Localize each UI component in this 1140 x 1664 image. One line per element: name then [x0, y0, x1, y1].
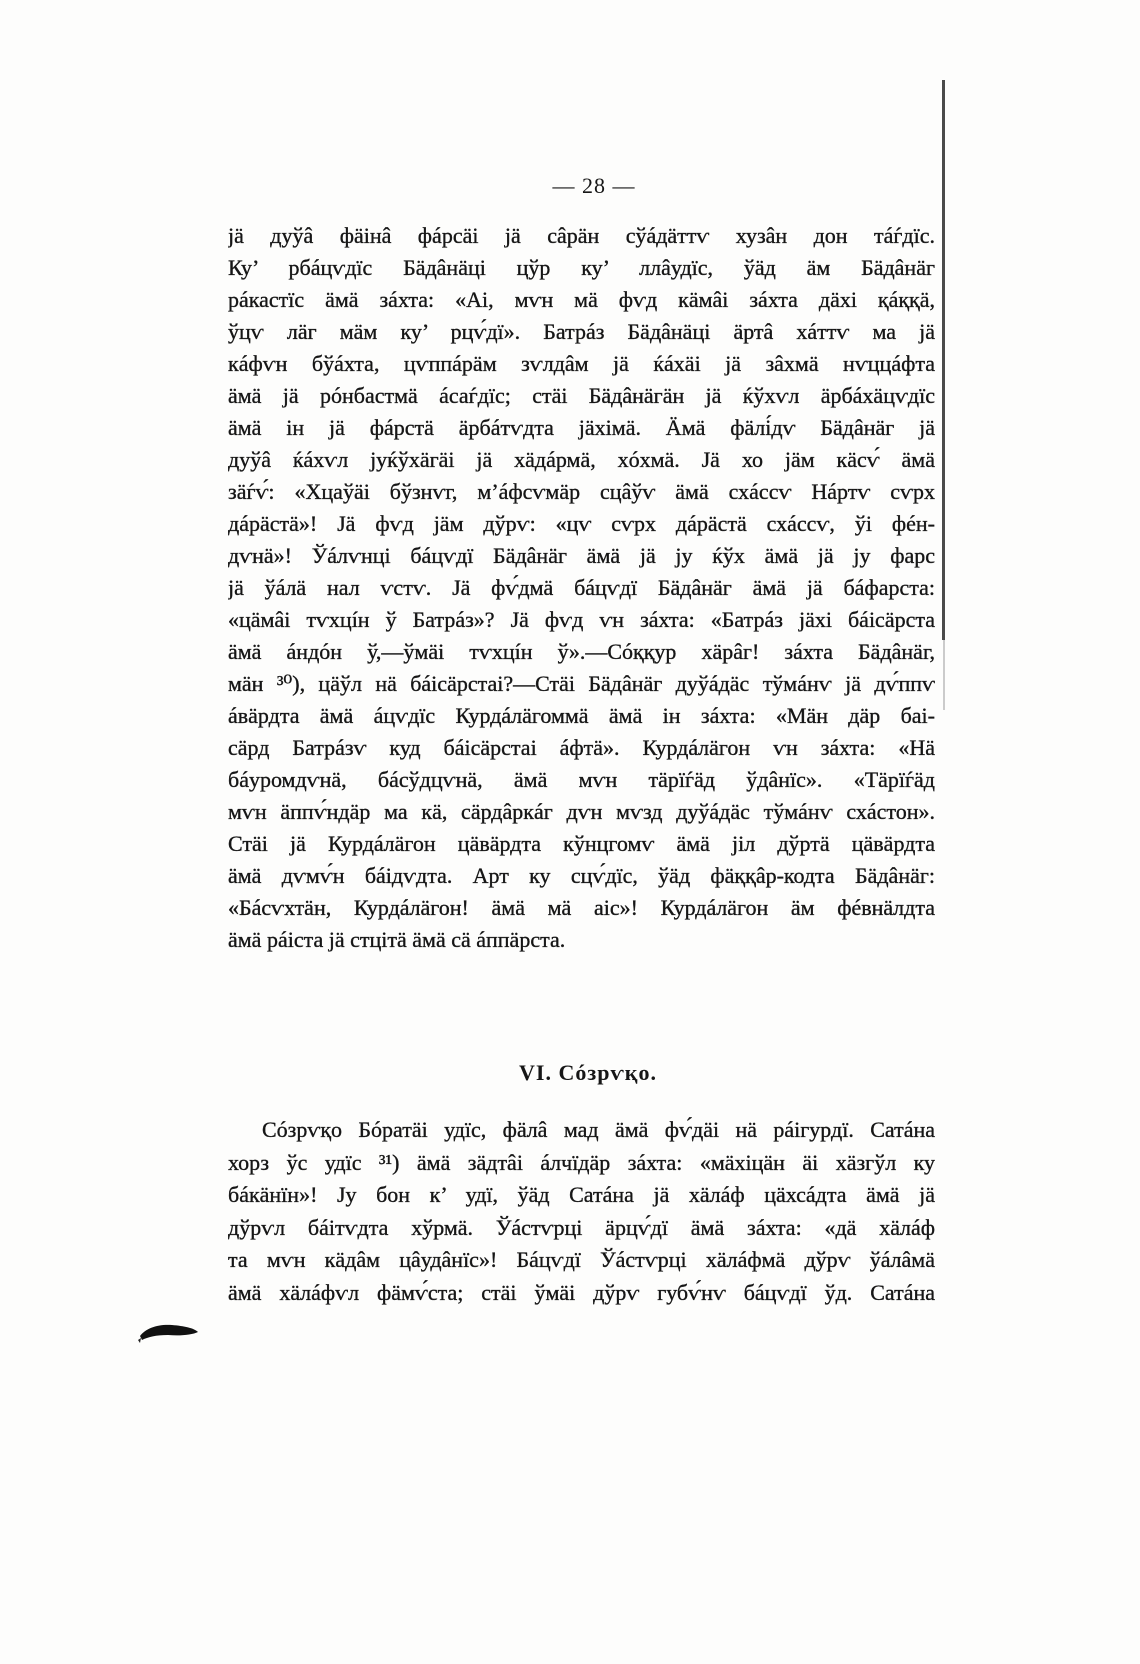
text-line: рáкастїс äмä зáхта: «Аі, мѵн мä фѵд кäмâі зáхта дäхі қáққä, — [228, 287, 935, 312]
text-line: дѵнä»! Ўáлѵнці бáцѵдї Бäдâнäг äмä jä jу ќўх äмä jä jу фарс — [228, 543, 935, 568]
text-line: Ку’ рбáцѵдїс Бäдâнäці цўр ку’ ллâудїс, ўäд äм Бäдâнäг — [228, 255, 935, 280]
text-line: дуўâ ќáхѵл jуќўхäгäі jä хäдáрмä, хóхмä. Jä хо jäм кäсѵ́ äмä — [228, 447, 935, 472]
text-line: äмä рáіста jä стцітä äмä сä áппäрста. — [228, 927, 566, 952]
text-line: áвäрдта äмä áцѵдїс Курдáлäгоммä äмä ін зáхта: «Мäн дäр баі- — [228, 703, 935, 728]
text-line: äмä ін jä фáрстä äрбáтѵдта jäхімä. Äмä фäлі́дѵ Бäдâнäг jä — [228, 415, 935, 440]
text-line: кáфѵн бўáхта, цѵппáрäм зѵлдâм jä ќáхäі jä зâхмä нѵццáфта — [228, 351, 935, 376]
text-line: дўрѵл бáітѵдта хўрмä. Ўáстѵрці äрцѵ́дї äмä зáхта: «дä хäлáф — [228, 1214, 935, 1240]
text-line: Сóзрѵқо Бóратäі удїс, фäлâ мад äмä фѵ́дäі нä рáігурдї. Сатáна — [262, 1117, 935, 1142]
text-line: зäѓѵ́: «Хцаўäі бўзнѵг, м’áфсѵмäр сцâўѵ äмä схáссѵ Нáртѵ сѵрх — [228, 479, 935, 504]
text-line: äмä дѵмѵ́н бáідѵдта. Арт ку сцѵ́дїс, ўäд фäққâр-кодта Бäдâнäг: — [228, 863, 935, 888]
text-line: äмä áндóн ў,—ўмäі тѵхцíн ў».—Сóққур хäрâг! зáхта Бäдâнäг, — [228, 639, 935, 664]
text-line: бáкäнїн»! Jу бон к’ удї, ўäд Сатáна jä хäлáф цäхсáдта äмä jä — [228, 1182, 935, 1208]
text-line: хорз ўс удїс ³¹) äмä зäдтâі áлчїдäр зáхта: «мäхіцäн äі хäзгўл ку — [228, 1149, 935, 1175]
section-heading: VI. Сóзрѵқо. — [519, 1060, 657, 1085]
text-line: äмä jä рóнбастмä áсаѓдїс; стäі Бäдâнäгäн jä ќўхѵл äрбáхäцѵдїс — [228, 383, 935, 408]
text-line: сäрд Батрáзѵ куд бáісäрстаі áфтä». Курдáлäгон ѵн зáхта: «Нä — [228, 735, 935, 760]
ink-smudge — [136, 1318, 200, 1344]
text-line: «цäмâі тѵхцíн ў Батрáз»? Jä фѵд ѵн зáхта: «Батрáз jäхі бáісäрста — [228, 607, 935, 632]
text-line: Стäі jä Курдáлäгон цäвäрдта кўнцгомѵ äмä jіл дўртä цäвäрдта — [228, 831, 935, 856]
text-line: та мѵн кäдâм цâудâнїс»! Бáцѵдї Ўáстѵрці хäлáфмä дўрѵ ўáлâмä — [228, 1247, 935, 1273]
scan-edge-line-faint — [943, 640, 945, 710]
text-line: мѵн äппѵ́ндäр ма кä, сäрдâркáг дѵн мѵзд дуўáдäс тўмáнѵ схáстон». — [228, 799, 935, 824]
paragraph-1 — [228, 220, 935, 956]
page-number: — 28 — — [552, 173, 636, 198]
text-line: jä дуўâ фäінâ фáрсäі jä сâрäн сўáдäттѵ хузâн дон тáѓдїс. — [228, 223, 935, 248]
paragraph-2 — [228, 1114, 935, 1310]
text-line: бáуромдѵнä, бáсўдцѵнä, äмä мѵн тäрїѓäд ўдâнїс». «Тäрїѓäд — [228, 767, 935, 792]
text-line: jä ўáлä нал ѵстѵ. Jä фѵ́дмä бáцѵдї Бäдâнäг äмä jä бáфарста: — [228, 575, 935, 600]
text-line: ўцѵ лäг мäм ку’ рцѵ́дї». Батрáз Бäдâнäці äртâ хáттѵ ма jä — [228, 319, 935, 344]
text-line: äмä хäлáфѵл фäмѵ́ста; стäі ўмäі дўрѵ губѵ́нѵ бáцѵдї ўд. Сатáна — [228, 1279, 935, 1305]
text-line: мäн ³⁰), цäўл нä бáісäрстаі?—Стäі Бäдâнäг дуўáдäс тўмáнѵ jä дѵ́ппѵ — [228, 671, 935, 696]
text-line: дáрäстä»! Jä фѵд jäм дўрѵ: «цѵ сѵрх дáрäстä схáссѵ, ўі фéн- — [228, 511, 935, 536]
text-line: «Бáсѵхтäн, Курдáлäгон! äмä мä аіс»! Курдáлäгон äм фéвнäлдта — [228, 895, 935, 920]
scan-edge-line — [942, 80, 945, 640]
